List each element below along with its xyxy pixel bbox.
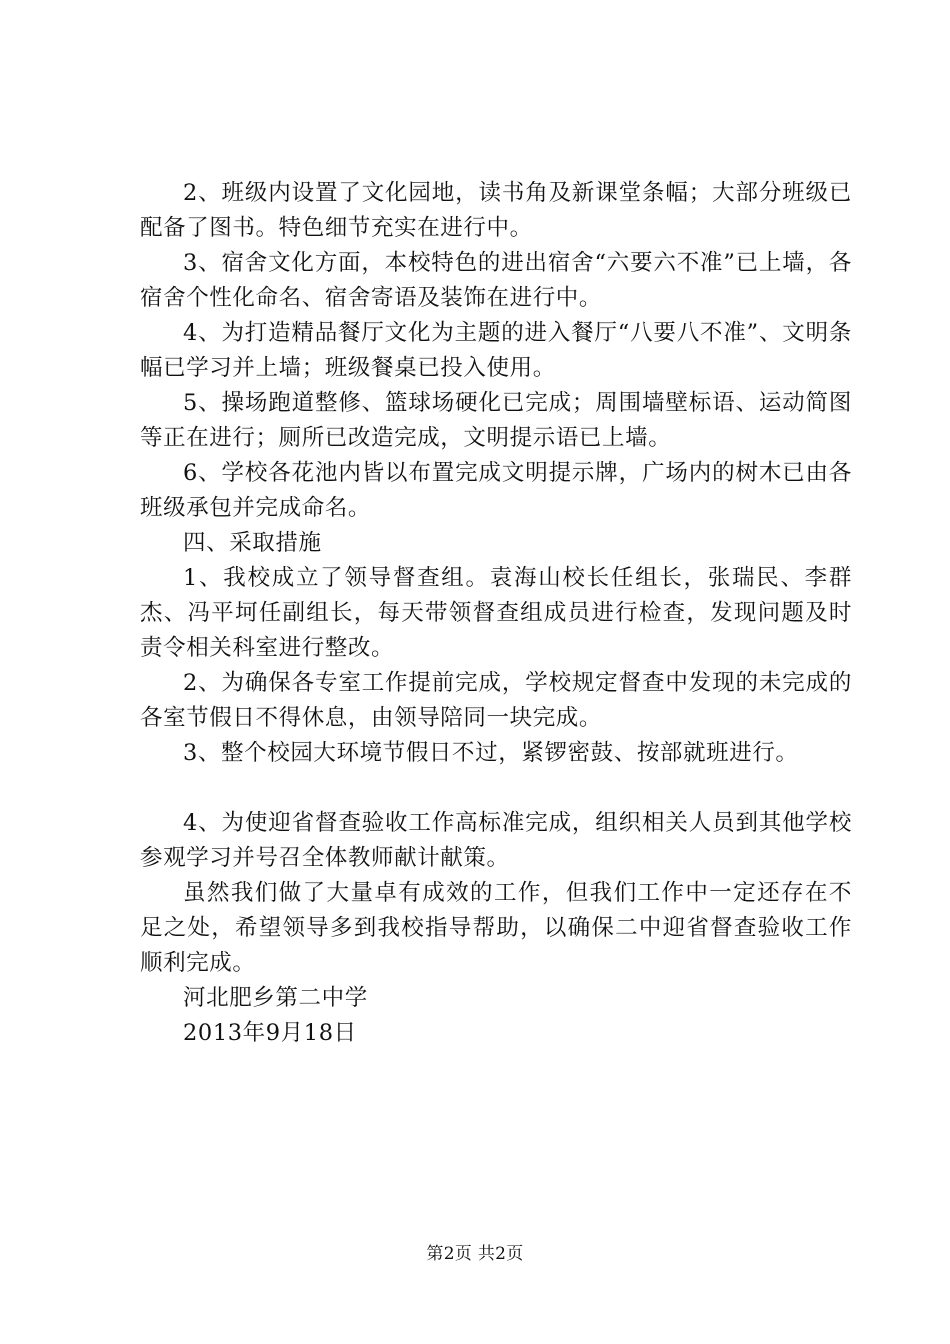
paragraph-item-5: 5、操场跑道整修、篮球场硬化已完成；周围墙壁标语、运动简图等正在进行；厕所已改造完成，文明提示语已上墙。 [140, 390, 852, 451]
blank-line [140, 771, 852, 806]
measure-item-4: 4、为使迎省督查验收工作高标准完成，组织相关人员到其他学校参观学习并号召全体教师献计献策。 [140, 810, 852, 871]
paragraph-item-2: 2、班级内设置了文化园地，读书角及新课堂条幅；大部分班级已配备了图书。特色细节充实在进行中。 [140, 180, 852, 241]
paragraph-item-4: 4、为打造精品餐厅文化为主题的进入餐厅“八要八不准”、文明条幅已学习并上墙；班级餐桌已投入使用。 [140, 320, 852, 381]
measure-item-2: 2、为确保各专室工作提前完成，学校规定督查中发现的未完成的各室节假日不得休息，由领导陪同一块完成。 [140, 670, 852, 731]
measure-item-3: 3、整个校园大环境节假日不过，紧锣密鼓、按部就班进行。 [183, 740, 799, 766]
signature-school: 河北肥乡第二中学 [183, 985, 368, 1011]
document-body [140, 176, 852, 1051]
section-heading-measures: 四、采取措施 [183, 530, 322, 556]
closing-paragraph: 虽然我们做了大量卓有成效的工作，但我们工作中一定还存在不足之处，希望领导多到我校指导帮助，以确保二中迎省督查验收工作顺利完成。 [140, 880, 852, 976]
measure-item-1: 1、我校成立了领导督查组。袁海山校长任组长，张瑞民、李群杰、冯平坷任副组长，每天带领督查组成员进行检查，发现问题及时责令相关科室进行整改。 [140, 565, 852, 661]
paragraph-item-3: 3、宿舍文化方面，本校特色的进出宿舍“六要六不准”已上墙，各宿舍个性化命名、宿舍寄语及装饰在进行中。 [140, 250, 852, 311]
page-footer: 第2页 共2页 [426, 1244, 524, 1264]
paragraph-item-6: 6、学校各花池内皆以布置完成文明提示牌，广场内的树木已由各班级承包并完成命名。 [140, 460, 852, 521]
signature-date: 2013年9月18日 [183, 1020, 357, 1046]
